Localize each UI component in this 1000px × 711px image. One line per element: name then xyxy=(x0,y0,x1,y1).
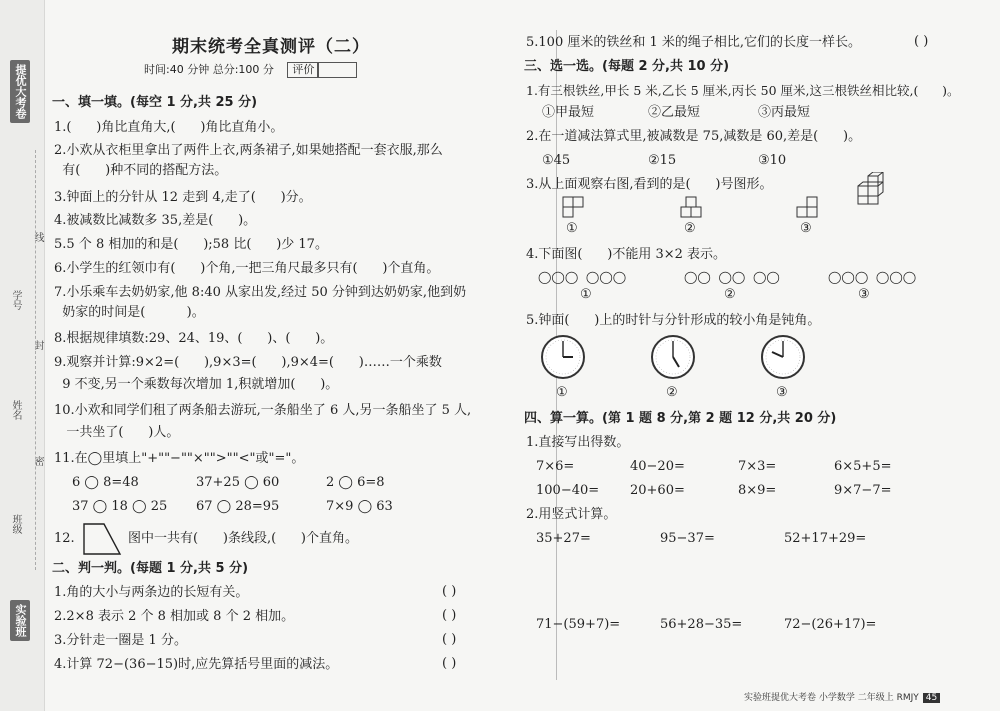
clock-face-1 xyxy=(540,334,586,380)
question-12: 图中一共有( )条线段,( )个直角。 xyxy=(128,531,359,546)
question-10a: 10.小欢和同学们租了两条船去游玩,一条船坐了 6 人,另一条船坐了 5 人, xyxy=(54,403,472,418)
brand-badge-bottom: 实验班 xyxy=(10,600,30,641)
eval-input-box[interactable] xyxy=(317,62,357,78)
cut-line xyxy=(35,150,36,570)
judge-4: 4.计算 72−(36−15)时,应先算括号里面的减法。 xyxy=(54,657,339,672)
top-view-option-2 xyxy=(680,196,704,220)
strip-label-seal: 封 xyxy=(32,340,43,350)
top-view-option-3 xyxy=(796,196,820,220)
binding-strip xyxy=(0,0,45,711)
cube-stack-figure xyxy=(856,172,892,206)
circle-group-3: ◯◯◯ ◯◯◯ xyxy=(828,270,917,284)
judge-5: 5.100 厘米的铁丝和 1 米的绳子相比,它们的长度一样长。 xyxy=(526,35,862,50)
question-4: 4.被减数比减数多 35,差是( )。 xyxy=(54,213,257,228)
choice-5-opt-c: ③ xyxy=(776,385,788,400)
calc-1-item-2: 40−20= xyxy=(630,459,685,474)
choice-3-opt-c: ③ xyxy=(800,221,812,236)
choice-4-opt-b: ② xyxy=(724,287,736,302)
time-score-text: 时间:40 分钟 总分:100 分 xyxy=(144,63,274,76)
calc-1-item-3: 7×3= xyxy=(738,459,777,474)
judge-2-answer[interactable]: ( ) xyxy=(442,608,457,623)
calc-2-item-6: 72−(26+17)= xyxy=(784,617,877,632)
choice-5-opt-a: ① xyxy=(556,385,568,400)
calc-1-item-8: 9×7−7= xyxy=(834,483,892,498)
question-3: 3.钟面上的分针从 12 走到 4,走了( )分。 xyxy=(54,190,312,205)
compare-item-3: 2 ◯ 6=8 xyxy=(326,475,385,490)
exam-page xyxy=(44,0,1000,711)
section-fill-title: 一、填一填。(每空 1 分,共 25 分) xyxy=(52,95,258,110)
clock-face-2 xyxy=(650,334,696,380)
top-view-option-1 xyxy=(562,196,586,220)
question-6: 6.小学生的红领巾有( )个角,一把三角尺最多只有( )个直角。 xyxy=(54,261,440,276)
page-title: 期末统考全真测评（二） xyxy=(172,37,370,57)
judge-2: 2.2×8 表示 2 个 8 相加或 8 个 2 相加。 xyxy=(54,609,295,624)
choice-1-opt-a: ①甲最短 xyxy=(542,105,595,120)
brand-badge-top: 提优大考卷 xyxy=(10,60,30,123)
calc-1-item-5: 100−40= xyxy=(536,483,600,498)
calc-1-item-1: 7×6= xyxy=(536,459,575,474)
calc-2-item-1: 35+27= xyxy=(536,531,591,546)
question-11: 11.在◯里填上"+""−""×"">""<"或"="。 xyxy=(54,451,305,466)
strip-label-secret: 密 xyxy=(32,456,43,466)
calc-1-title: 1.直接写出得数。 xyxy=(526,435,630,450)
choice-1: 1.有三根铁丝,甲长 5 米,乙长 5 厘米,丙长 50 厘米,这三根铁丝相比较,( )。 xyxy=(526,83,960,98)
compare-item-1: 6 ◯ 8=48 xyxy=(72,475,139,490)
trapezoid-figure xyxy=(82,522,122,556)
circle-group-2: ◯◯ ◯◯ ◯◯ xyxy=(684,270,780,284)
question-8: 8.根据规律填数:29、24、19、( )、( )。 xyxy=(54,331,334,346)
choice-1-opt-b: ②乙最短 xyxy=(648,105,701,120)
choice-5: 5.钟面( )上的时针与分针形成的较小角是钝角。 xyxy=(526,313,821,328)
judge-3: 3.分针走一圈是 1 分。 xyxy=(54,633,187,648)
judge-4-answer[interactable]: ( ) xyxy=(442,656,457,671)
question-2a: 2.小欢从衣柜里拿出了两件上衣,两条裙子,如果她搭配一套衣服,那么 xyxy=(54,143,443,158)
calc-2-title: 2.用竖式计算。 xyxy=(526,507,617,522)
strip-label-name: 姓名 xyxy=(10,400,21,420)
calc-1-item-7: 8×9= xyxy=(738,483,777,498)
circle-group-1: ◯◯◯ ◯◯◯ xyxy=(538,270,627,284)
choice-4: 4.下面图( )不能用 3×2 表示。 xyxy=(526,247,727,262)
footer-text: 实验班提优大考卷 小学数学 二年级上 RMJY xyxy=(744,693,919,703)
section-judge-title: 二、判一判。(每题 1 分,共 5 分) xyxy=(52,561,249,576)
judge-1-answer[interactable]: ( ) xyxy=(442,584,457,599)
calc-2-item-2: 95−37= xyxy=(660,531,715,546)
section-calc-title: 四、算一算。(第 1 题 8 分,第 2 题 12 分,共 20 分) xyxy=(524,411,837,426)
judge-3-answer[interactable]: ( ) xyxy=(442,632,457,647)
choice-2-opt-c: ③10 xyxy=(758,153,787,168)
choice-2-opt-a: ①45 xyxy=(542,153,571,168)
eval-label: 评价 xyxy=(287,62,319,78)
compare-item-6: 7×9 ◯ 63 xyxy=(326,499,393,514)
compare-item-4: 37 ◯ 18 ◯ 25 xyxy=(72,499,168,514)
exam-meta xyxy=(144,61,357,78)
choice-4-opt-a: ① xyxy=(580,287,592,302)
calc-2-item-5: 56+28−35= xyxy=(660,617,743,632)
strip-label-student-id: 学号 xyxy=(10,290,21,310)
choice-3: 3.从上面观察右图,看到的是( )号图形。 xyxy=(526,177,773,192)
calc-2-item-3: 52+17+29= xyxy=(784,531,867,546)
question-1: 1.( )角比直角大,( )角比直角小。 xyxy=(54,120,284,135)
question-5: 5.5 个 8 相加的和是( );58 比( )少 17。 xyxy=(54,237,328,252)
calc-1-item-4: 6×5+5= xyxy=(834,459,892,474)
choice-5-opt-b: ② xyxy=(666,385,678,400)
choice-3-opt-b: ② xyxy=(684,221,696,236)
compare-item-2: 37+25 ◯ 60 xyxy=(196,475,280,490)
question-7a: 7.小乐乘车去奶奶家,他 8:40 从家出发,经过 50 分钟到达奶奶家,他到奶 xyxy=(54,285,467,300)
question-9a: 9.观察并计算:9×2=( ),9×3=( ),9×4=( )……一个乘数 xyxy=(54,355,442,370)
section-choose-title: 三、选一选。(每题 2 分,共 10 分) xyxy=(524,59,730,74)
question-7b: 奶家的时间是( )。 xyxy=(54,305,205,320)
compare-item-5: 67 ◯ 28=95 xyxy=(196,499,280,514)
clock-face-3 xyxy=(760,334,806,380)
judge-5-answer[interactable]: ( ) xyxy=(914,34,929,49)
question-12-number: 12. xyxy=(54,531,75,546)
choice-3-opt-a: ① xyxy=(566,221,578,236)
choice-4-opt-c: ③ xyxy=(858,287,870,302)
question-9b: 9 不变,另一个乘数每次增加 1,积就增加( )。 xyxy=(54,377,339,392)
page-footer xyxy=(744,690,940,703)
strip-label-class: 班级 xyxy=(10,514,21,534)
calc-2-item-4: 71−(59+7)= xyxy=(536,617,621,632)
question-10b: 一共坐了( )人。 xyxy=(54,425,180,440)
judge-1: 1.角的大小与两条边的长短有关。 xyxy=(54,585,249,600)
choice-1-opt-c: ③丙最短 xyxy=(758,105,811,120)
calc-1-item-6: 20+60= xyxy=(630,483,685,498)
question-2b: 有( )种不同的搭配方法。 xyxy=(54,163,228,178)
strip-label-line: 线 xyxy=(32,232,43,242)
choice-2: 2.在一道减法算式里,被减数是 75,减数是 60,差是( )。 xyxy=(526,129,862,144)
page-number: 45 xyxy=(923,693,940,703)
trapezoid-shape xyxy=(84,524,120,554)
choice-2-opt-b: ②15 xyxy=(648,153,677,168)
